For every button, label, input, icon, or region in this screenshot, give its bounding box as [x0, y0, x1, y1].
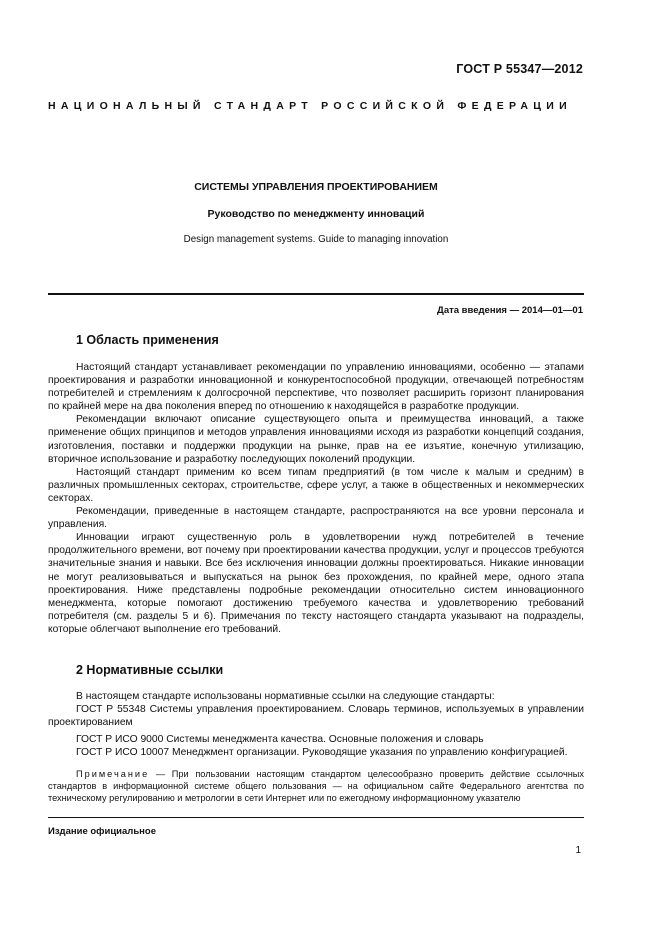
reference-item: ГОСТ Р ИСО 9000 Системы менеджмента качества. Основные положения и словарь: [76, 734, 484, 746]
note-label: Примечание: [76, 769, 150, 779]
reference-item: ГОСТ Р ИСО 10007 Менеджмент организации. Руководящие указания по управлению конфигурацией.: [76, 747, 568, 759]
national-standard-banner: НАЦИОНАЛЬНЫЙ СТАНДАРТ РОССИЙСКОЙ ФЕДЕРАЦИИ: [48, 100, 572, 112]
official-edition-label: Издание официальное: [48, 826, 156, 837]
section-body-normative-references: [48, 690, 584, 759]
document-english-title: Design management systems. Guide to managing innovation: [183, 234, 449, 245]
reference-item: ГОСТ Р 55348 Системы управления проектированием. Словарь терминов, используемых в управлении проектированием: [48, 704, 584, 729]
page-number: 1: [575, 845, 581, 856]
introduction-date: Дата введения — 2014—01—01: [437, 305, 583, 316]
paragraph: Настоящий стандарт устанавливает рекомендации по управлению инновациями, особенно — этапами проектирования и разработки инновационной и конкурентоспособной продукции, отвечающей потребностям потребителей и стремлениям к долгосрочной перспективе, что позволяет расширить горизонт планирования по крайней мере на два поколения вперед по отношению к находящейся в разработке продукции.: [48, 362, 584, 413]
note-text: — При пользовании настоящим стандартом целесообразно проверить действие ссылочных стандартов в информационной системе общего пользования — на официальном сайте Федерального агентства по техническому регулированию и метрологии в сети Интернет или по ежегодному информационному указателю: [48, 769, 584, 804]
paragraph: Рекомендации, приведенные в настоящем стандарте, распространяются на все уровни персонала и управления.: [48, 506, 584, 531]
paragraph: Рекомендации включают описание существующего опыта и преимущества инноваций, а также применение общих принципов и методов управления инновациями исходя из разработки концепций создания, изготовления, поставки и поддержки продукции на рынке, прав на ее изъятие, конечную утилизацию, вторичное использование и разработку последующих поколений продукции.: [48, 414, 584, 465]
document-title: СИСТЕМЫ УПРАВЛЕНИЯ ПРОЕКТИРОВАНИЕМ: [194, 181, 438, 193]
paragraph: В настоящем стандарте использованы нормативные ссылки на следующие стандарты:: [76, 691, 495, 702]
section-heading-scope: 1 Область применения: [76, 333, 219, 347]
document-code: ГОСТ Р 55347—2012: [456, 62, 583, 76]
header-divider: [48, 293, 584, 295]
paragraph: Инновации играют существенную роль в удовлетворении нужд потребителей в течение продолжительного времени, вот почему при проектировании качества продукции, услуг и процессов требуются значительные знания и навыки. Все без исключения инновации должны проектироваться. Никакие инновации не могут реализовываться и выпускаться на рынок без прохождения, по крайней мере, одного этапа проектирования. Ниже представлены подробные рекомендации относительно систем инновационного менеджмента, которые помогают достижению требуемого качества и удовлетворению требований потребителя (см. разделы 5 и 6). Примечания по тексту настоящего стандарта указывают на подразделы, которые облегчают выполнение его требований.: [48, 532, 584, 635]
document-subtitle: Руководство по менеджменту инноваций: [207, 208, 425, 220]
section-body-scope: [48, 361, 584, 636]
footer-divider: [48, 817, 584, 818]
paragraph: Настоящий стандарт применим ко всем типам предприятий (в том числе к малым и средним) в различных промышленных секторах, строительстве, сфере услуг, а также в общественных и некоммерческих секторах.: [48, 466, 584, 504]
note: [48, 768, 584, 805]
section-heading-normative-references: 2 Нормативные ссылки: [76, 663, 224, 677]
